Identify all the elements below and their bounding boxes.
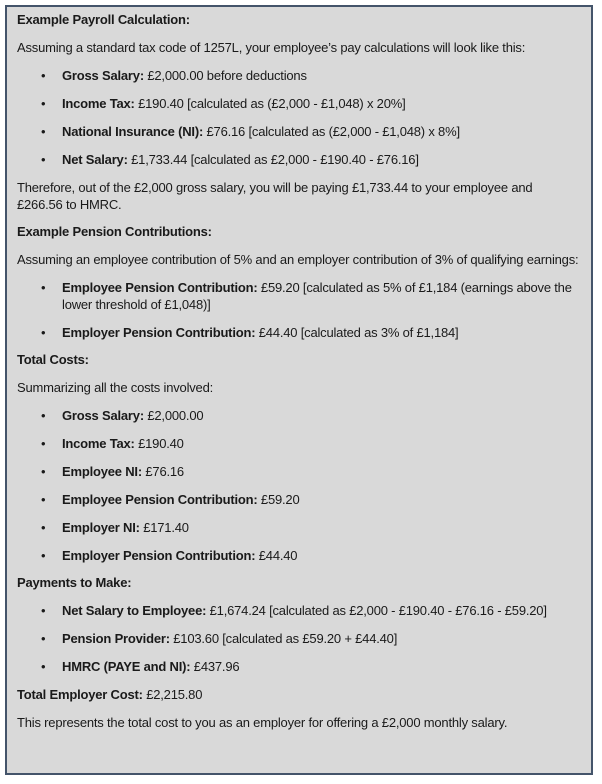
item-text: £103.60 [calculated as £59.20 + £44.40] xyxy=(169,631,398,646)
bullet-icon: • xyxy=(41,603,46,618)
item-text: £190.40 xyxy=(134,436,184,451)
item-label: Net Salary: xyxy=(62,152,128,167)
bullet-icon: • xyxy=(41,659,46,674)
item-text: £437.96 xyxy=(190,659,240,674)
bullet-icon: • xyxy=(41,436,46,451)
item-label: Gross Salary: xyxy=(62,68,144,83)
item-label: Employer Pension Contribution: xyxy=(62,548,256,563)
bullet-icon: • xyxy=(41,280,46,295)
payroll-intro: Assuming a standard tax code of 1257L, your employee’s pay calculations will look like this: xyxy=(17,40,526,55)
item-label: Net Salary to Employee: xyxy=(62,603,207,618)
item-text: £1,733.44 [calculated as £2,000 - £190.40 - £76.16] xyxy=(127,152,419,167)
item-label: Pension Provider: xyxy=(62,631,170,646)
item-label: Income Tax: xyxy=(62,96,135,111)
item-label: Employee Pension Contribution: xyxy=(62,492,258,507)
list-item xyxy=(17,658,581,675)
item-text: £190.40 [calculated as (£2,000 - £1,048) x 20%] xyxy=(134,96,406,111)
bullet-icon: • xyxy=(41,152,46,167)
list-item xyxy=(17,435,581,452)
bullet-icon: • xyxy=(41,96,46,111)
bullet-icon: • xyxy=(41,492,46,507)
item-text: £44.40 [calculated as 3% of £1,184] xyxy=(255,325,459,340)
list-item xyxy=(17,67,581,84)
item-text: £76.16 xyxy=(141,464,184,479)
total-costs-list xyxy=(17,407,581,564)
pension-intro: Assuming an employee contribution of 5% and an employer contribution of 3% of qualifying earnings: xyxy=(17,252,579,267)
item-label: HMRC (PAYE and NI): xyxy=(62,659,191,674)
item-text: £59.20 xyxy=(257,492,300,507)
list-item xyxy=(17,630,581,647)
bullet-icon: • xyxy=(41,408,46,423)
item-text: £59.20 [calculated as 5% of £1,184 (earnings above the lower threshold of £1,048)] xyxy=(62,280,572,312)
item-label: Employer Pension Contribution: xyxy=(62,325,256,340)
item-text: £76.16 [calculated as (£2,000 - £1,048) x 8%] xyxy=(203,124,460,139)
item-label: Gross Salary: xyxy=(62,408,144,423)
payroll-heading: Example Payroll Calculation: xyxy=(17,12,190,27)
list-item xyxy=(17,151,581,168)
total-costs-intro: Summarizing all the costs involved: xyxy=(17,380,214,395)
total-employer-cost xyxy=(17,686,581,703)
total-employer-cost-value: £2,215.80 xyxy=(142,687,203,702)
payroll-summary: Therefore, out of the £2,000 gross salary, you will be paying £1,733.44 to your employee and £266.56 to HMRC. xyxy=(17,180,533,212)
list-item xyxy=(17,491,581,508)
list-item xyxy=(17,407,581,424)
total-costs-heading: Total Costs: xyxy=(17,352,89,367)
item-text: £44.40 xyxy=(255,548,298,563)
item-text: £2,000.00 xyxy=(143,408,204,423)
payments-heading: Payments to Make: xyxy=(17,575,132,590)
bullet-icon: • xyxy=(41,325,46,340)
item-label: Employee NI: xyxy=(62,464,142,479)
item-text: £171.40 xyxy=(139,520,189,535)
list-item xyxy=(17,547,581,564)
list-item xyxy=(17,123,581,140)
item-label: Income Tax: xyxy=(62,436,135,451)
bullet-icon: • xyxy=(41,520,46,535)
bullet-icon: • xyxy=(41,464,46,479)
list-item xyxy=(17,602,581,619)
closing-statement: This represents the total cost to you as an employer for offering a £2,000 monthly salary. xyxy=(17,715,508,730)
bullet-icon: • xyxy=(41,68,46,83)
bullet-icon: • xyxy=(41,631,46,646)
list-item xyxy=(17,95,581,112)
item-text: £1,674.24 [calculated as £2,000 - £190.40 - £76.16 - £59.20] xyxy=(206,603,547,618)
pension-list xyxy=(17,279,581,341)
bullet-icon: • xyxy=(41,548,46,563)
bullet-icon: • xyxy=(41,124,46,139)
list-item xyxy=(17,279,581,313)
list-item xyxy=(17,324,581,341)
pension-heading: Example Pension Contributions: xyxy=(17,224,212,239)
item-text: £2,000.00 before deductions xyxy=(143,68,307,83)
total-employer-cost-label: Total Employer Cost: xyxy=(17,687,143,702)
item-label: Employer NI: xyxy=(62,520,140,535)
payroll-list xyxy=(17,67,581,168)
payments-list xyxy=(17,602,581,675)
list-item xyxy=(17,519,581,536)
payroll-info-panel xyxy=(5,5,593,775)
item-label: Employee Pension Contribution: xyxy=(62,280,258,295)
item-label: National Insurance (NI): xyxy=(62,124,204,139)
list-item xyxy=(17,463,581,480)
